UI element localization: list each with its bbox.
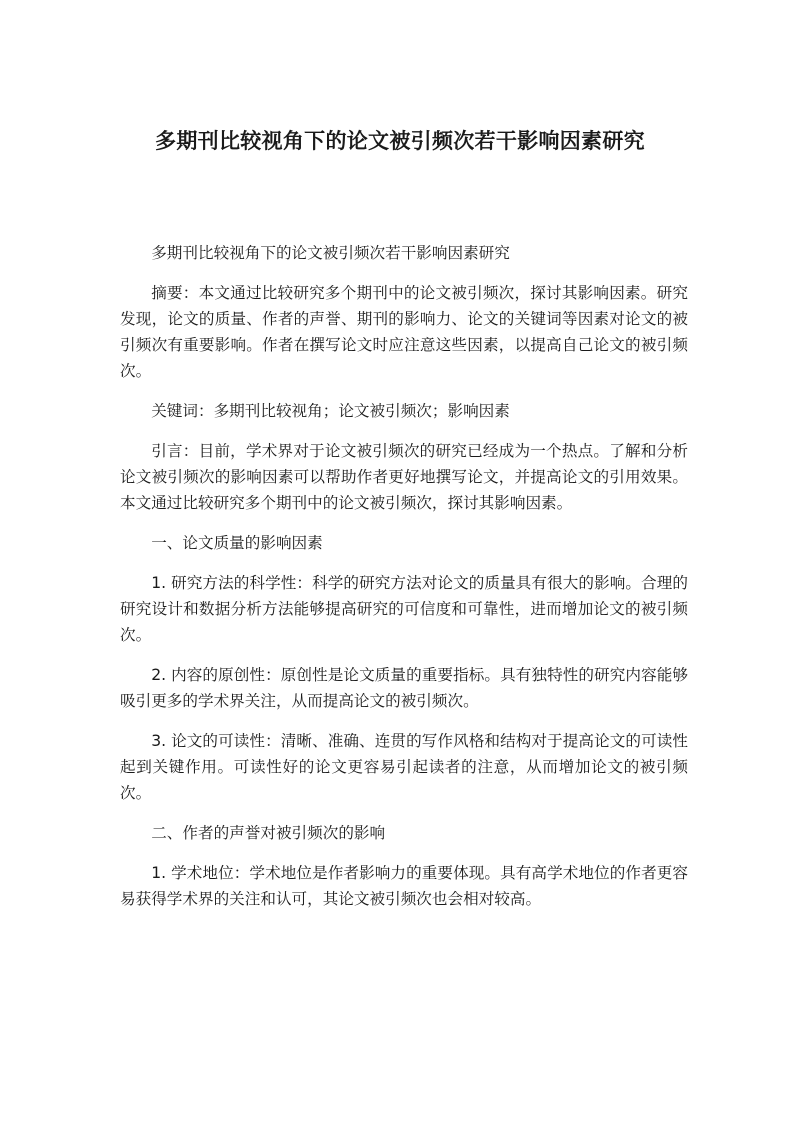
section-heading-reputation: 二、作者的声誉对被引频次的影响: [151, 824, 386, 842]
document-title: 多期刊比较视角下的论文被引频次若干影响因素研究: [155, 129, 645, 153]
subtitle-paragraph: 多期刊比较视角下的论文被引频次若干影响因素研究: [151, 244, 510, 262]
introduction-paragraph: 引言：目前，学术界对于论文被引频次的研究已经成为一个热点。了解和分析论文被引频次的影响因素可以帮助作者更好地撰写论文，并提高论文的引用效果。本文通过比较研究多个期刊中的论文被引频次，探讨其影响因素。: [120, 442, 688, 512]
section-item-academic-status: 1. 学术地位：学术地位是作者影响力的重要体现。具有高学术地位的作者更容易获得学术界的关注和认可，其论文被引频次也会相对较高。: [120, 864, 688, 908]
section-item-readability: 3. 论文的可读性：清晰、准确、连贯的写作风格和结构对于提高论文的可读性起到关键作用。可读性好的论文更容易引起读者的注意，从而增加论文的被引频次。: [120, 732, 688, 802]
section-item-method: 1. 研究方法的科学性：科学的研究方法对论文的质量具有很大的影响。合理的研究设计和数据分析方法能够提高研究的可信度和可靠性，进而增加论文的被引频次。: [120, 574, 688, 644]
abstract-paragraph: 摘要：本文通过比较研究多个期刊中的论文被引频次，探讨其影响因素。研究发现，论文的质量、作者的声誉、期刊的影响力、论文的关键词等因素对论文的被引频次有重要影响。作者在撰写论文时应注意这些因素，以提高自己论文的被引频次。: [120, 284, 688, 380]
section-item-originality: 2. 内容的原创性：原创性是论文质量的重要指标。具有独特性的研究内容能够吸引更多的学术界关注，从而提高论文的被引频次。: [120, 666, 688, 710]
section-heading-quality: 一、论文质量的影响因素: [151, 534, 323, 552]
document-body: [120, 240, 688, 926]
keywords-paragraph: 关键词：多期刊比较视角；论文被引频次；影响因素: [151, 402, 510, 420]
